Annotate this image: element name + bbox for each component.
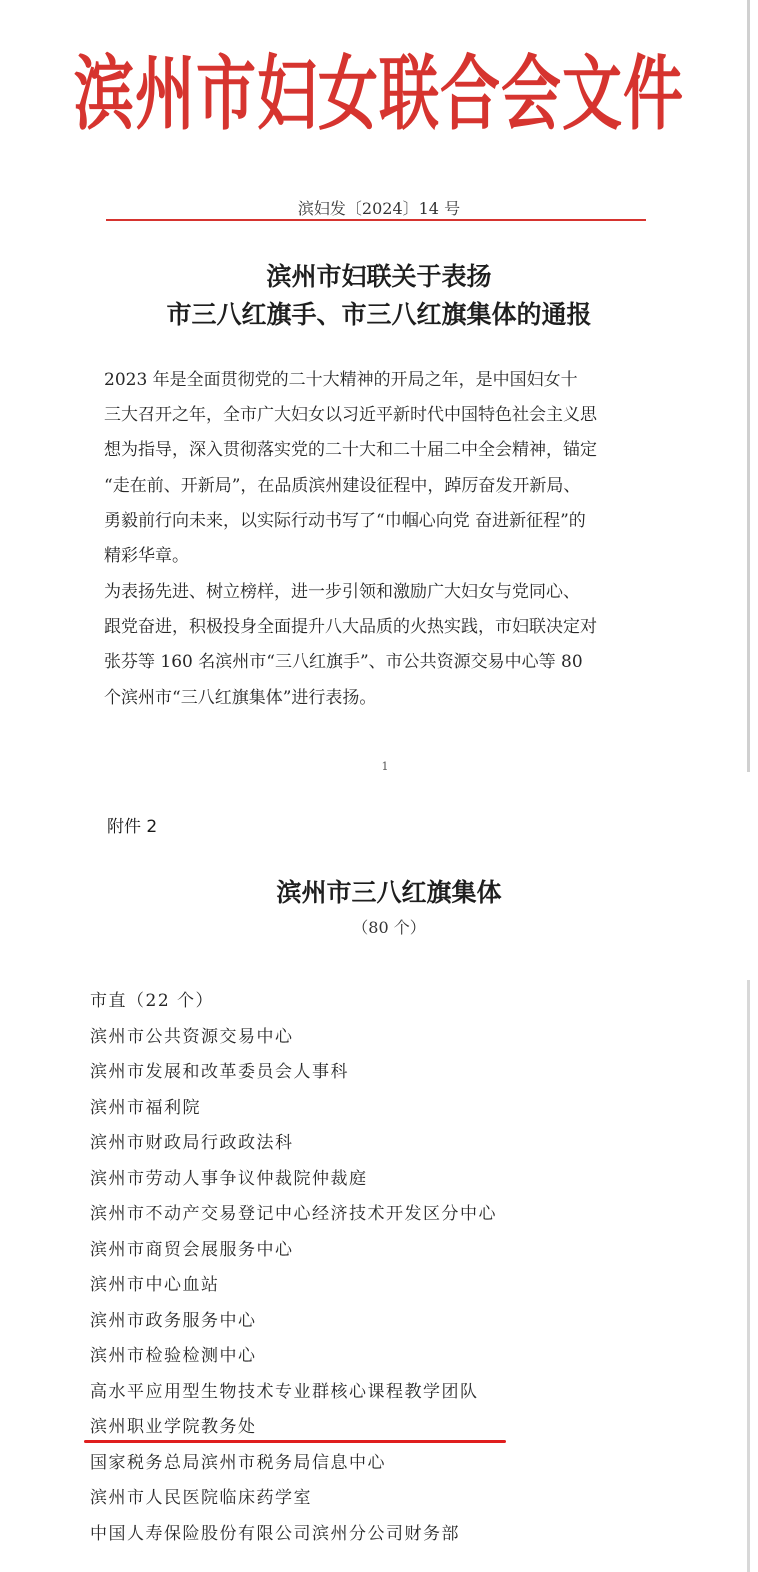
body-line: 2023 年是全面贯彻党的二十大精神的开局之年，是中国妇女十 [104, 370, 578, 390]
body-line: 张芬等 160 名滨州市“三八红旗手”、市公共资源交易中心等 80 [104, 652, 583, 673]
list-item: 滨州市不动产交易登记中心经济技术开发区分中心 [90, 1204, 497, 1224]
list-item: 滨州市劳动人事争议仲裁院仲裁庭 [90, 1168, 368, 1189]
body-line: 勇毅前行向未来，以实际行动书写了“巾帼心向党 奋进新征程”的 [104, 510, 586, 531]
notice-title-line-2: 市三八红旗手、市三八红旗集体的通报 [166, 300, 592, 329]
body-paragraph-2 [104, 575, 664, 716]
red-divider-line [106, 219, 646, 221]
page-number: 1 [381, 760, 389, 773]
list-item: 滨州市福利院 [90, 1097, 201, 1118]
red-highlight-underline [84, 1440, 506, 1443]
masthead-title: 滨州市妇女联合会文件 [74, 47, 684, 143]
list-item-highlighted: 滨州职业学院教务处 [90, 1417, 257, 1437]
page-edge [747, 980, 750, 1572]
document-number: 滨妇发〔2024〕14 号 [297, 199, 461, 218]
list-item: 国家税务总局滨州市税务局信息中心 [90, 1452, 386, 1473]
body-line: 三大召开之年，全市广大妇女以习近平新时代中国特色社会主义思 [104, 405, 597, 426]
body-line: 想为指导，深入贯彻落实党的二十大和二十届二中全会精神，锚定 [104, 440, 597, 461]
list-item: 滨州市中心血站 [90, 1275, 220, 1295]
list-item: 滨州市商贸会展服务中心 [90, 1239, 294, 1260]
attachment-label: 附件 2 [107, 817, 158, 837]
notice-page-1 [0, 0, 758, 780]
body-line: 精彩华章。 [104, 546, 189, 567]
list-item: 滨州市发展和改革委员会人事科 [90, 1062, 349, 1082]
body-line: “走在前、开新局”，在品质滨州建设征程中，踔厉奋发开新局、 [104, 475, 581, 496]
list-item: 滨州市政务服务中心 [90, 1310, 257, 1331]
attachment-title: 滨州市三八红旗集体 [276, 878, 502, 907]
notice-title-line-1: 滨州市妇联关于表扬 [266, 262, 492, 291]
list-item: 中国人寿保险股份有限公司滨州分公司财务部 [90, 1523, 460, 1544]
list-item: 滨州市检验检测中心 [90, 1346, 257, 1366]
list-item: 滨州市财政局行政政法科 [90, 1133, 294, 1153]
body-line: 跟党奋进，积极投身全面提升八大品质的火热实践，市妇联决定对 [104, 617, 597, 638]
honoree-list [90, 984, 497, 1552]
body-line: 个滨州市“三八红旗集体”进行表扬。 [104, 687, 377, 708]
list-item: 滨州市公共资源交易中心 [90, 1026, 294, 1047]
body-line: 为表扬先进、树立榜样，进一步引领和激励广大妇女与党同心、 [104, 582, 580, 602]
list-item: 高水平应用型生物技术专业群核心课程教学团队 [90, 1381, 479, 1402]
attachment-count: （80 个） [352, 918, 426, 937]
list-item: 滨州市人民医院临床药学室 [90, 1488, 312, 1508]
list-section-heading: 市直（22 个） [90, 991, 215, 1011]
body-paragraph-1 [104, 363, 664, 574]
